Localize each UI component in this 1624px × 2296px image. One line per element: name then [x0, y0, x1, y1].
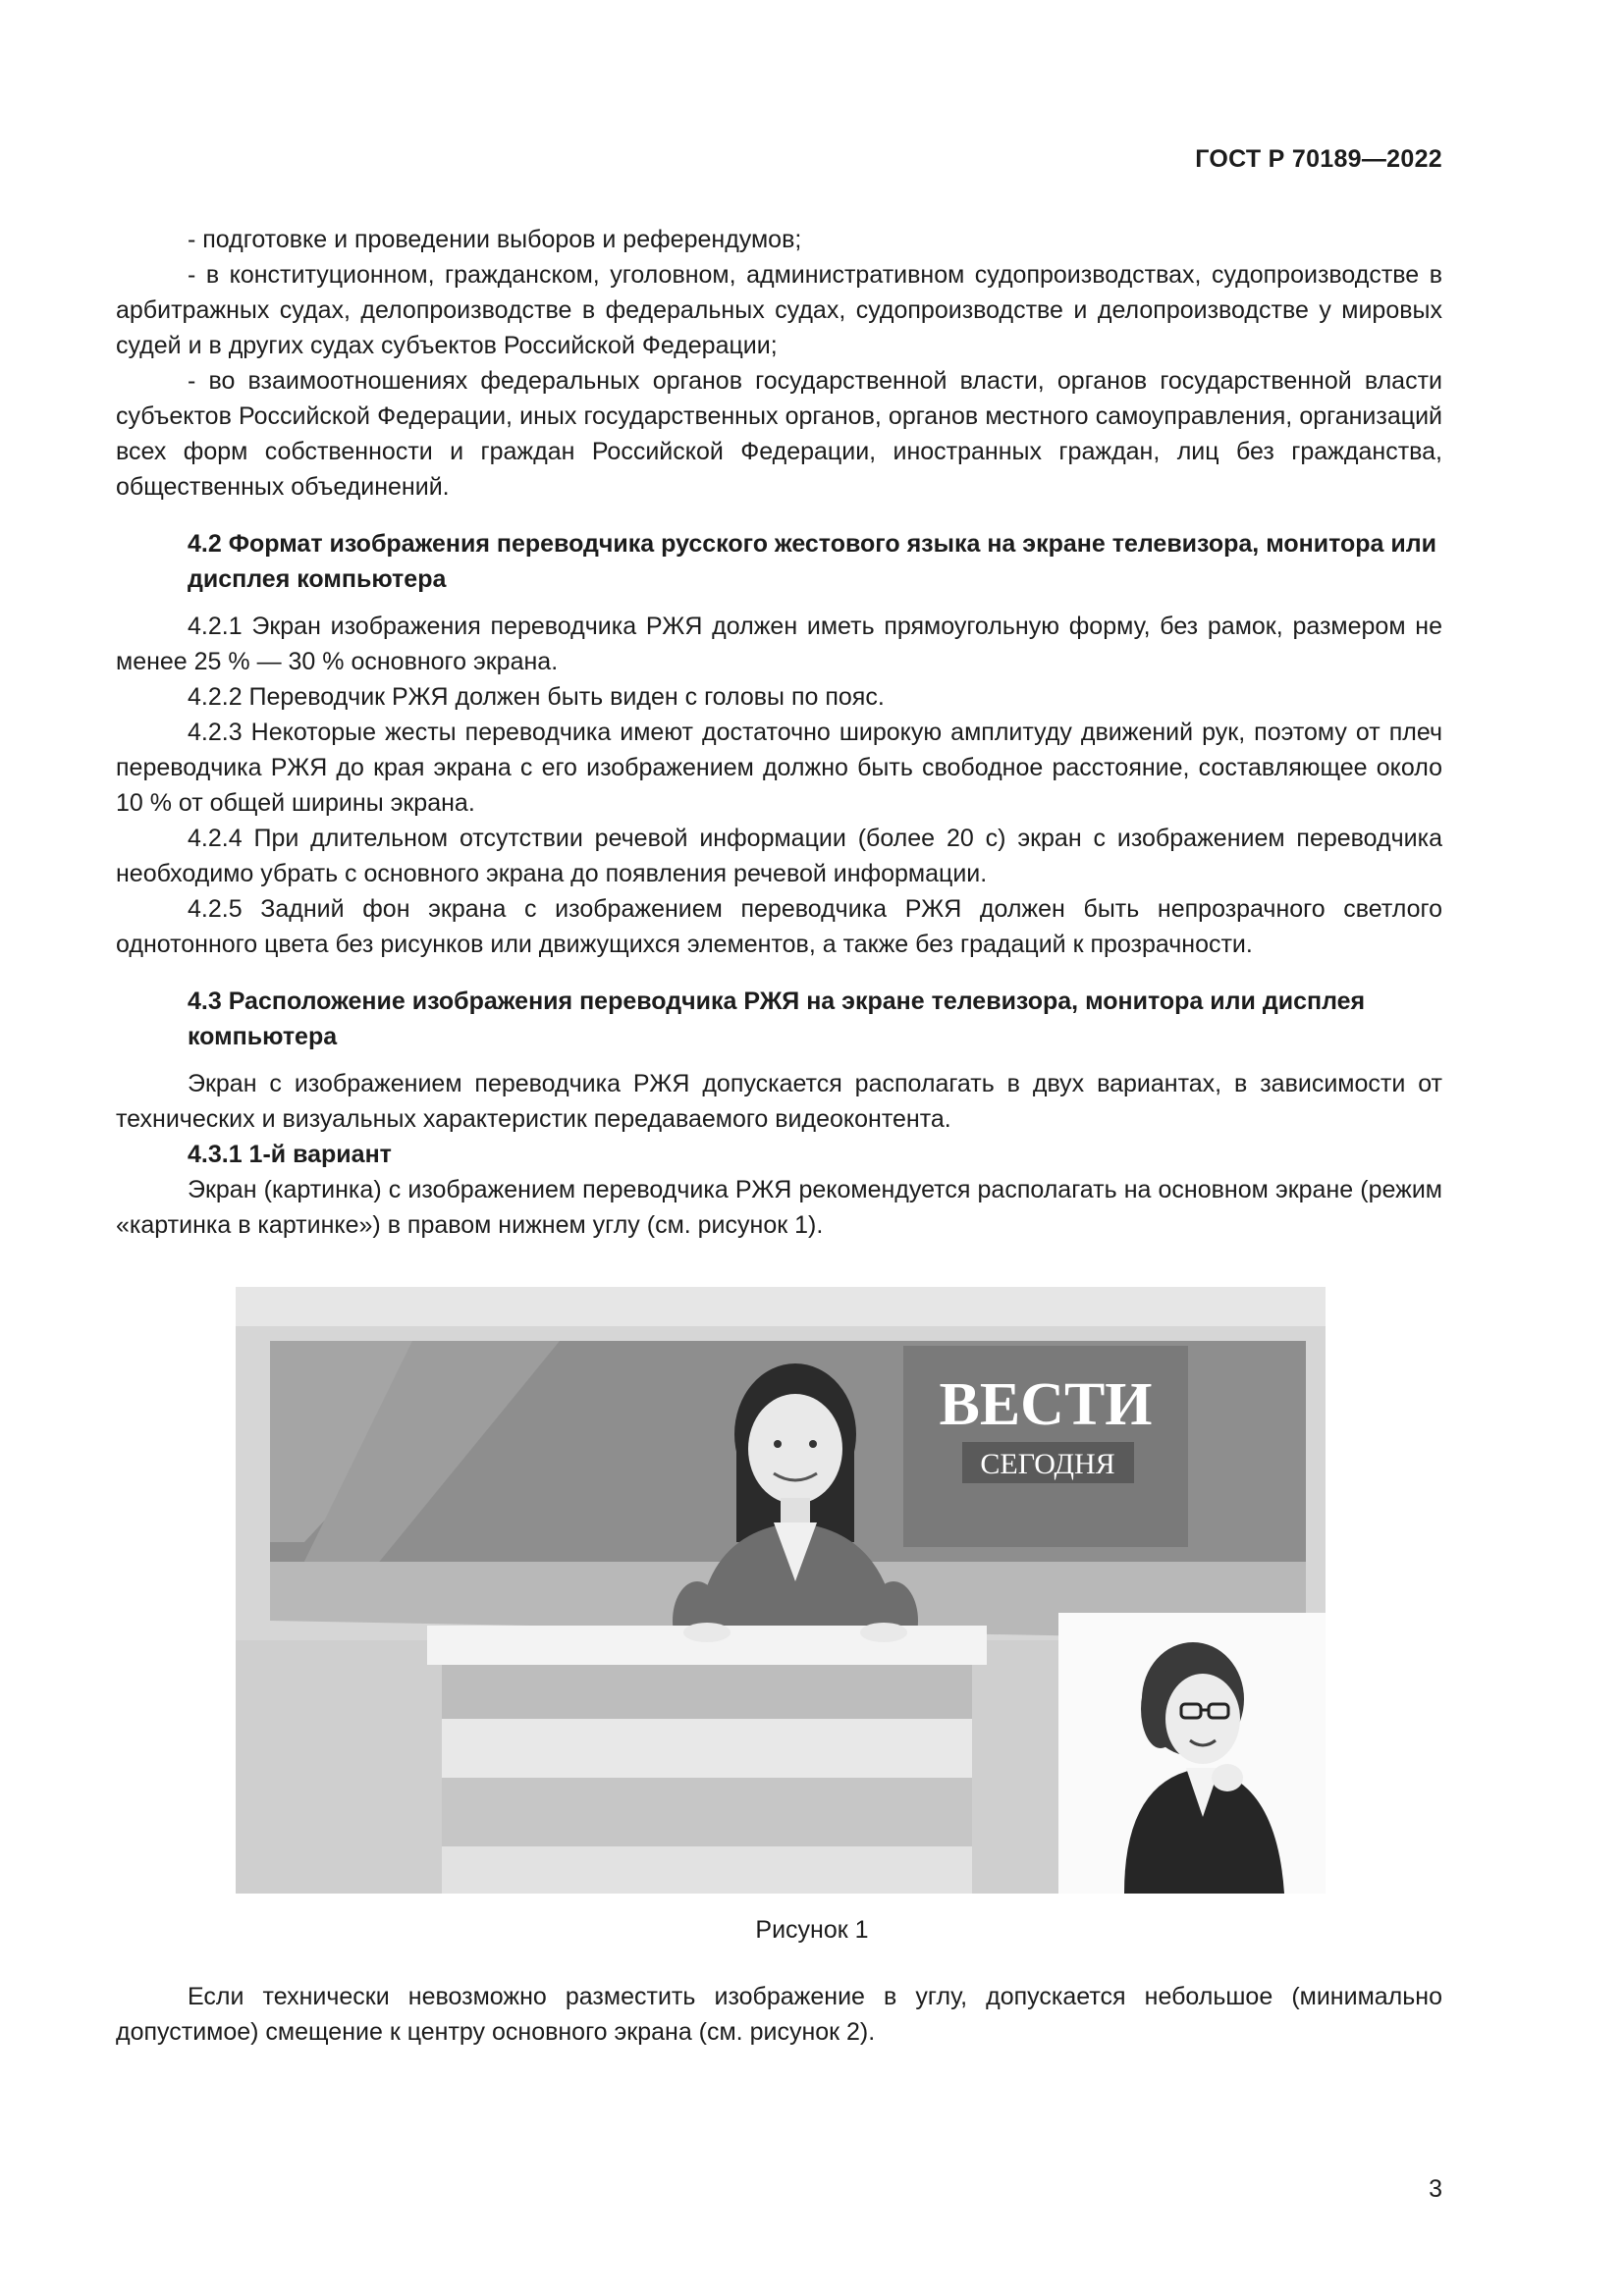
clause-4-2-4: 4.2.4 При длительном отсутствии речевой информации (более 20 с) экран с изображением переводчика необходимо убрать с основного экрана до появления речевой информации. — [116, 825, 1442, 887]
section-4-2-heading: 4.2 Формат изображения переводчика русского жестового языка на экране телевизора, монитора или дисплея компьютера — [188, 530, 1437, 593]
section-4-3-heading: 4.3 Расположение изображения переводчика РЖЯ на экране телевизора, монитора или дисплея компьютера — [188, 988, 1366, 1050]
figure-1 — [236, 1287, 1326, 1894]
list-item: - в конституционном, гражданском, уголовном, административном судопроизводствах, судопроизводстве в арбитражных судах, делопроизводстве в федеральных судах, судопроизводстве и делопроизводстве у мировых судей и в других судах субъектов Российской Федерации; — [116, 261, 1442, 359]
section-4-3-intro: Экран с изображением переводчика РЖЯ допускается располагать в двух вариантах, в зависимости от технических и визуальных характеристик передаваемого видеоконтента. — [116, 1070, 1442, 1133]
list-item: - подготовке и проведении выборов и референдумов; — [188, 226, 802, 253]
clause-4-2-1: 4.2.1 Экран изображения переводчика РЖЯ должен иметь прямоугольную форму, без рамок, размером не менее 25 % — 30 % основного экрана. — [116, 613, 1442, 675]
anchor-face — [748, 1394, 842, 1504]
clause-4-3-1-heading: 4.3.1 1-й вариант — [188, 1141, 392, 1168]
logo-title: ВЕСТИ — [939, 1371, 1153, 1438]
clause-4-2-2: 4.2.2 Переводчик РЖЯ должен быть виден с головы по пояс. — [188, 683, 885, 711]
figure-caption: Рисунок 1 — [755, 1916, 869, 1944]
clause-4-3-1-text: Экран (картинка) с изображением переводчика РЖЯ рекомендуется располагать на основном экране (режим «картинка в картинке») в правом нижнем углу (см. рисунок 1). — [116, 1176, 1442, 1239]
logo-subtitle: СЕГОДНЯ — [980, 1448, 1115, 1480]
list-item: - во взаимоотношениях федеральных органов государственной власти, органов государственной власти субъектов Российской Федерации, иных государственных органов, органов местного самоуправления, организаций всех форм собственности и граждан Российской Федерации, иностранных граждан, лиц без гражданства, общественных объединений. — [116, 367, 1442, 501]
page-number: 3 — [1429, 2175, 1442, 2203]
news-studio-illustration — [236, 1287, 1326, 1894]
main-text — [116, 222, 1442, 1243]
clause-4-2-3: 4.2.3 Некоторые жесты переводчика имеют достаточно широкую амплитуду движений рук, поэтому от плеч переводчика РЖЯ до края экрана с его изображением должно быть свободное расстояние, составляющее около 10 % от общей ширины экрана. — [116, 719, 1442, 817]
after-figure-text — [116, 1979, 1442, 2050]
interpreter-face — [1165, 1674, 1240, 1764]
standard-header: ГОСТ Р 70189—2022 — [1195, 145, 1442, 173]
after-figure-paragraph: Если технически невозможно разместить изображение в углу, допускается небольшое (минимально допустимое) смещение к центру основного экрана (см. рисунок 2). — [116, 1983, 1442, 2046]
clause-4-2-5: 4.2.5 Задний фон экрана с изображением переводчика РЖЯ должен быть непрозрачного светлого однотонного цвета без рисунков или движущихся элементов, а также без градаций к прозрачности. — [116, 895, 1442, 958]
